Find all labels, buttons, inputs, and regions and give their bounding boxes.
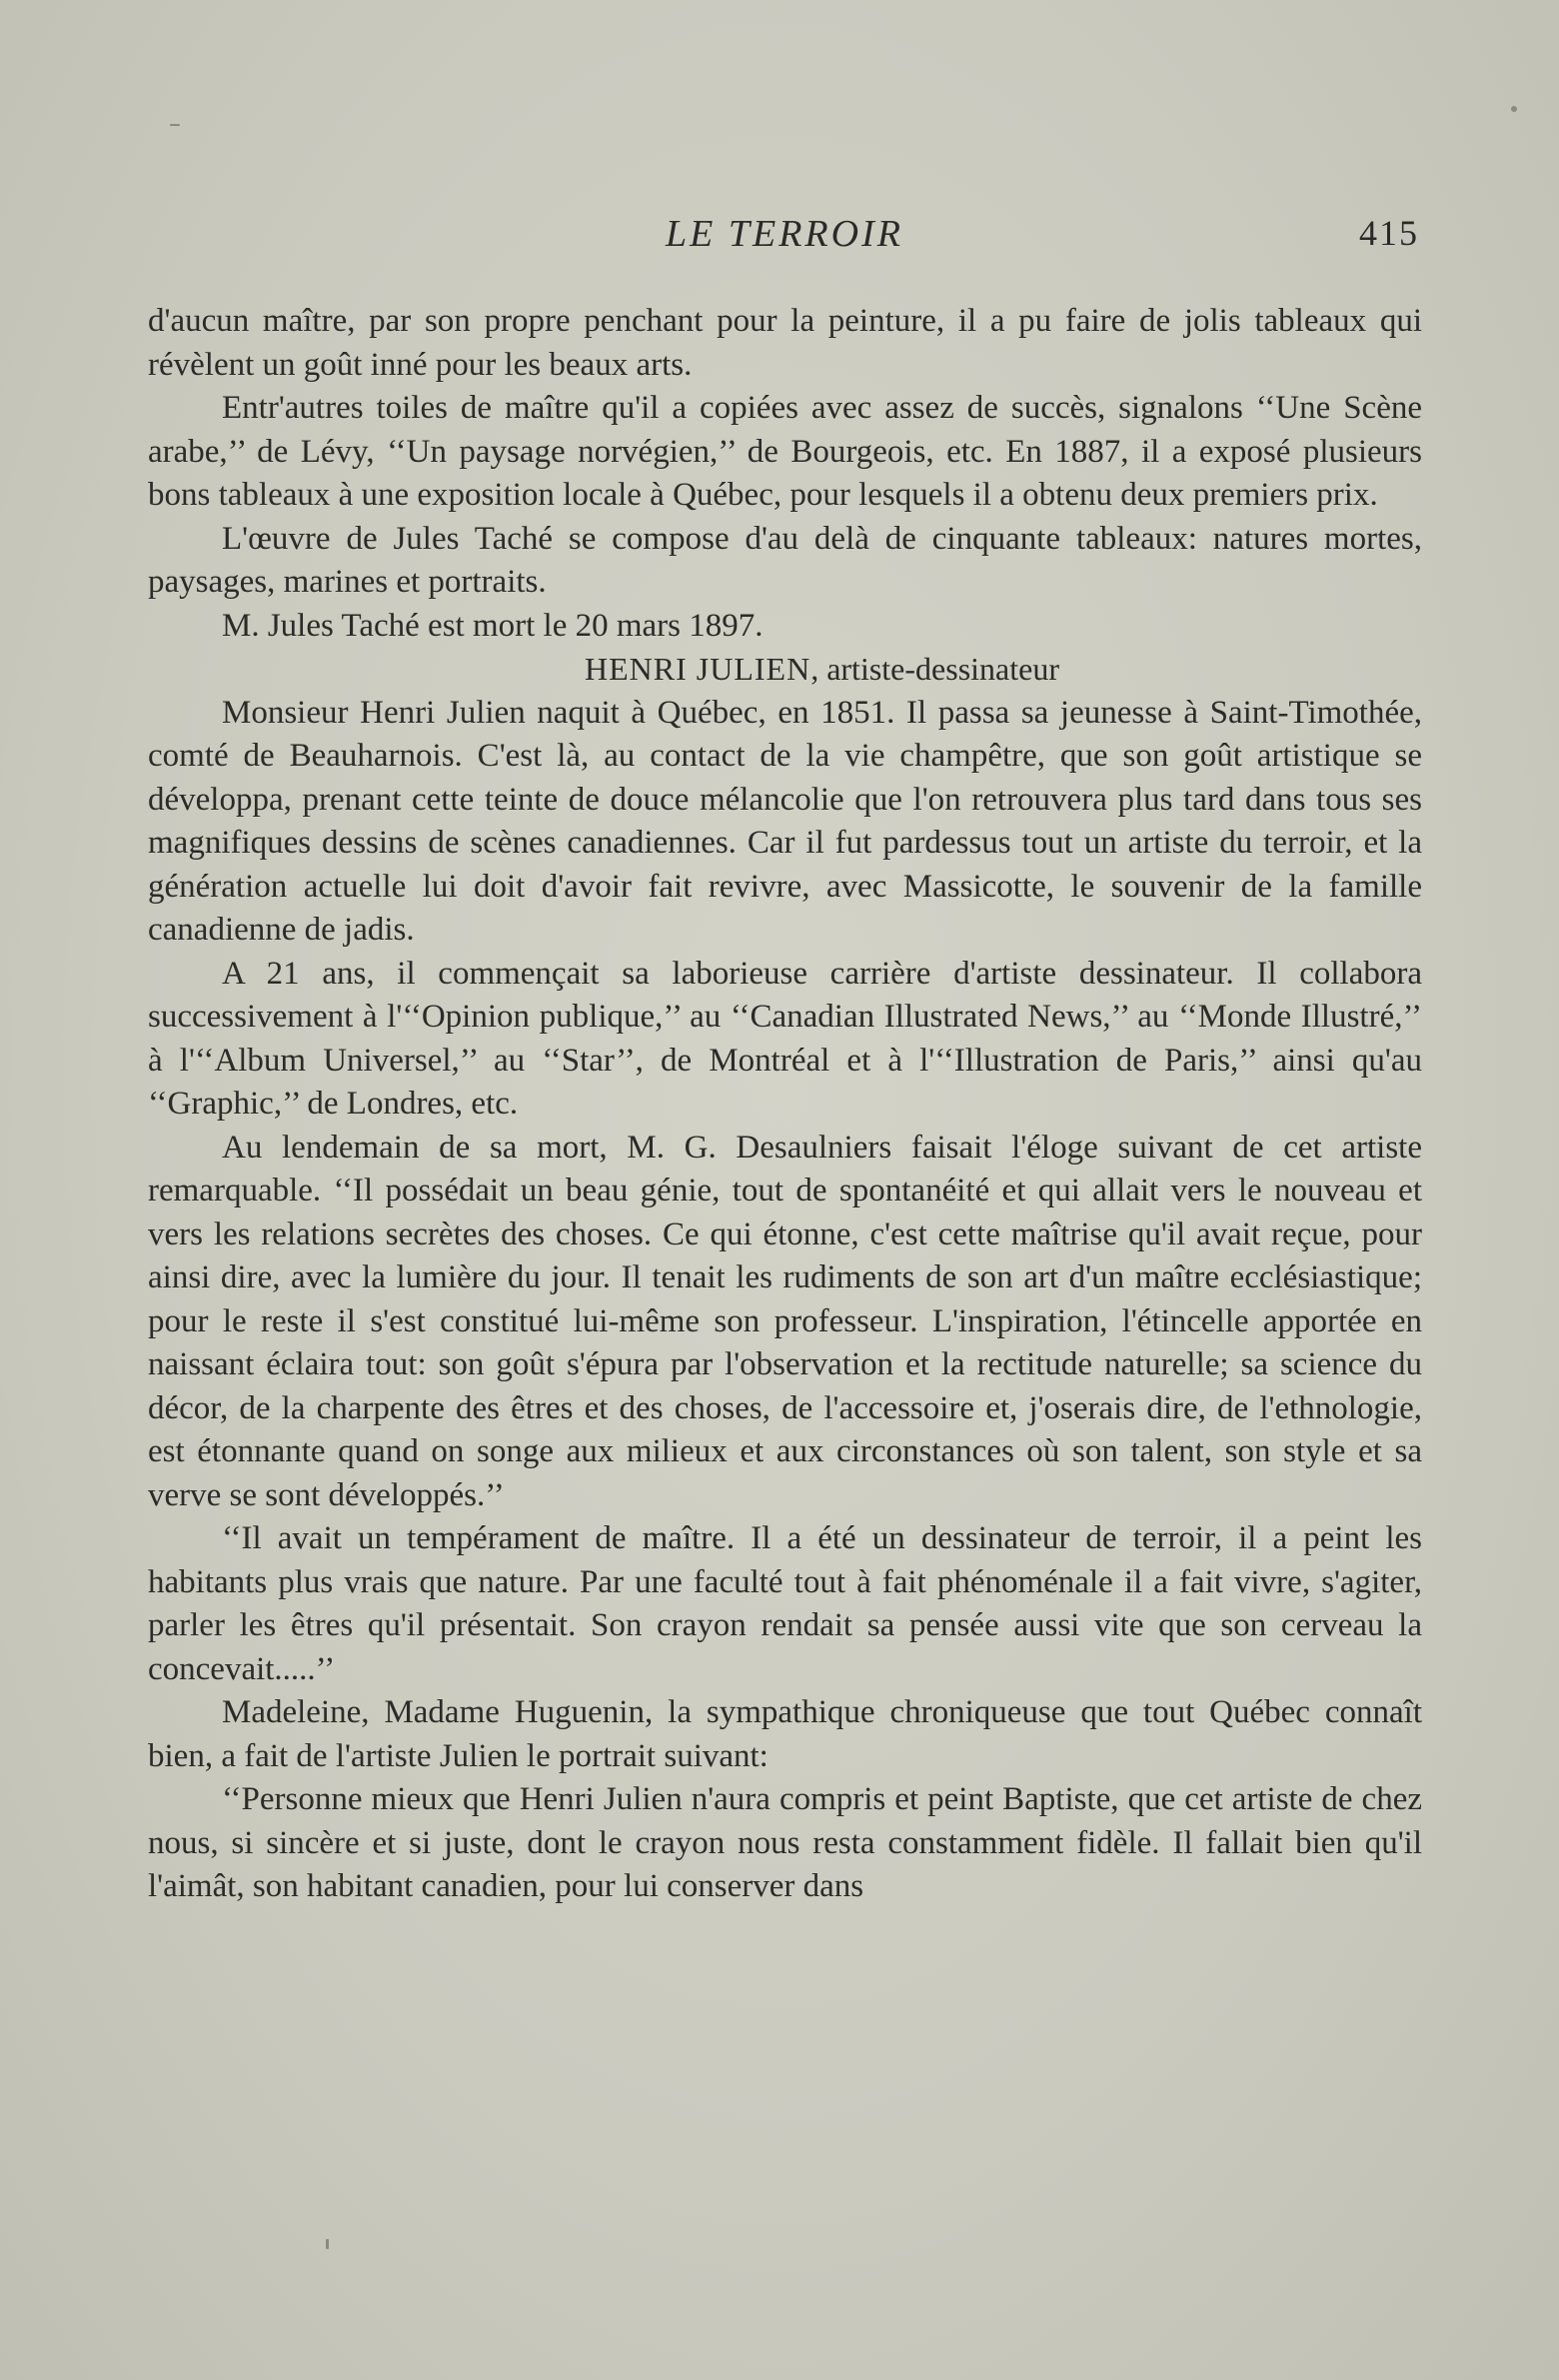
paragraph: ‘‘Il avait un tempérament de maître. Il a été un dessinateur de terroir, il a peint les habitants plus vrais que nature. Par une faculté tout à fait phénoménale il a fait vivre, s'agiter, parler les êtres qu'il présentait. Son crayon rendait sa pensée aussi vite que son cerveau la concevait.....’’: [148, 1520, 1422, 1687]
paragraph: L'œuvre de Jules Taché se compose d'au delà de cinquante tableaux: natures mortes, paysages, marines et portraits.: [148, 520, 1422, 600]
paragraph: Au lendemain de sa mort, M. G. Desaulniers faisait l'éloge suivant de cet artiste remarquable. ‘‘Il possédait un beau génie, tout de spontanéité et qui allait vers le nouveau et vers les relations secrètes des choses. Ce qui étonne, c'est cette maîtrise qu'il avait reçue, pour ainsi dire, avec la lumière du jour. Il tenait les rudiments de son art d'un maître ecclésiastique; pour le reste il s'est constitué lui-même son professeur. L'inspiration, l'étincelle apportée en naissant éclaira tout: son goût s'épura par l'observation et la rectitude naturelle; sa science du décor, de la charpente des êtres et des choses, de l'accessoire et, j'oserais dire, de l'ethnologie, est étonnante quand on songe aux milieux et aux circonstances où son talent, son style et sa verve se sont développés.’’: [148, 1129, 1422, 1513]
paragraph: Entr'autres toiles de maître qu'il a copiées avec assez de succès, signalons ‘‘Une Scène arabe,’’ de Lévy, ‘‘Un paysage norvégien,’’ de Bourgeois, etc. En 1887, il a exposé plusieurs bons tableaux à une exposition locale à Québec, pour lesquels il a obtenu deux premiers prix.: [148, 390, 1422, 513]
running-title: LE TERROIR: [666, 213, 903, 255]
body-text: [148, 300, 1422, 1909]
paragraph: d'aucun maître, par son propre penchant pour la peinture, il a pu faire de jolis tableaux qui révèlent un goût inné pour les beaux arts.: [148, 303, 1422, 383]
paragraph: A 21 ans, il commençait sa laborieuse carrière d'artiste dessinateur. Il collabora successivement à l'‘‘Opinion publique,’’ au ‘‘Canadian Illustrated News,’’ au ‘‘Monde Illustré,’’ à l'‘‘Album Universel,’’ au ‘‘Star’’, de Montréal et à l'‘‘Illustration de Paris,’’ ainsi qu'au ‘‘Graphic,’’ de Londres, etc.: [148, 955, 1422, 1122]
paper-speck: [1511, 106, 1517, 112]
paragraph: M. Jules Taché est mort le 20 mars 1897.: [222, 607, 764, 644]
page-header: [150, 212, 1419, 272]
paper-speck: [326, 2239, 329, 2249]
section-heading-subtitle: , artiste-dessinateur: [810, 651, 1059, 687]
section-heading-name: HENRI JULIEN: [585, 651, 811, 687]
paragraph: ‘‘Personne mieux que Henri Julien n'aura compris et peint Baptiste, que cet artiste de chez nous, si sincère et si juste, dont le crayon nous resta constamment fidèle. Il fallait bien qu'il l'aimât, son habitant canadien, pour lui conserver dans: [148, 1781, 1422, 1904]
page-number: 415: [1359, 213, 1419, 253]
paper-speck: [170, 124, 180, 126]
paragraph: Monsieur Henri Julien naquit à Québec, en 1851. Il passa sa jeunesse à Saint-Timothée, comté de Beauharnois. C'est là, au contact de la vie champêtre, que son goût artistique se développa, prenant cette teinte de douce mélancolie que l'on retrouvera plus tard dans tous ses magnifiques dessins de scènes canadiennes. Car il fut pardessus tout un artiste du terroir, et la génération actuelle lui doit d'avoir fait revivre, avec Massicotte, le souvenir de la famille canadienne de jadis.: [148, 694, 1422, 948]
paragraph: Madeleine, Madame Huguenin, la sympathique chroniqueuse que tout Québec connaît bien, a fait de l'artiste Julien le portrait suivant:: [148, 1694, 1422, 1774]
section-heading: [148, 648, 1422, 692]
